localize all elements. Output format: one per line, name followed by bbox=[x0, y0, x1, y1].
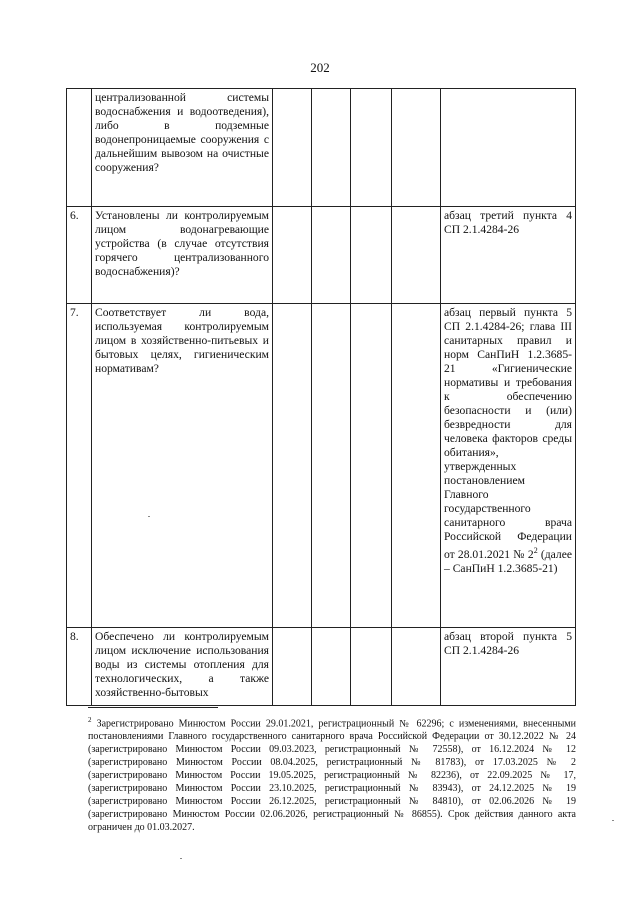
reference-cell: абзац третий пункта 4 СП 2.1.4284-26 bbox=[441, 207, 576, 304]
answer-cell bbox=[392, 628, 441, 706]
question-cell: централизованной системы водоснабжения и водоотведения), либо в подземные водонепроницаемые сооружения с дальнейшим вывозом на очистные сооружения? bbox=[92, 89, 273, 207]
scan-speck bbox=[148, 516, 150, 517]
row-number bbox=[67, 89, 92, 207]
answer-cell bbox=[351, 207, 392, 304]
page-number: 202 bbox=[310, 60, 330, 75]
row-number: 7. bbox=[67, 304, 92, 628]
footnote-divider bbox=[88, 707, 218, 708]
question-cell: Установлены ли контролируемым лицом водонагревающие устройства (в случае отсутствия горячего централизованного водоснабжения)? bbox=[92, 207, 273, 304]
table-row bbox=[67, 628, 576, 706]
answer-cell bbox=[273, 89, 312, 207]
answer-cell bbox=[312, 628, 351, 706]
scan-speck bbox=[612, 820, 614, 821]
answer-cell bbox=[273, 628, 312, 706]
answer-cell bbox=[351, 628, 392, 706]
answer-cell bbox=[392, 89, 441, 207]
answer-cell bbox=[392, 207, 441, 304]
table-row bbox=[67, 304, 576, 628]
reference-cell bbox=[441, 304, 576, 628]
footnote-marker: 2 bbox=[88, 716, 92, 724]
answer-cell bbox=[312, 207, 351, 304]
answer-cell bbox=[351, 304, 392, 628]
table-row bbox=[67, 89, 576, 207]
scan-speck bbox=[180, 858, 182, 859]
question-cell: Соответствует ли вода, используемая контролируемым лицом в хозяйственно-питьевых и бытовых целях, гигиеническим нормативам? bbox=[92, 304, 273, 628]
answer-cell bbox=[273, 207, 312, 304]
answer-cell bbox=[273, 304, 312, 628]
answer-cell bbox=[351, 89, 392, 207]
reference-cell bbox=[441, 89, 576, 207]
answer-cell bbox=[312, 304, 351, 628]
question-cell: Обеспечено ли контролируемым лицом исключение использования воды из системы отопления для технологических, а также хозяйственно-бытовых bbox=[92, 628, 273, 706]
checklist-table bbox=[66, 88, 576, 706]
reference-cell: абзац второй пункта 5 СП 2.1.4284-26 bbox=[441, 628, 576, 706]
reference-text: абзац первый пункта 5 СП 2.1.4284-26; глава III санитарных правил и норм СанПиН 1.2.3685-21 «Гигиенические нормативы и требования к обеспечению безопасности и (или) безвредности для человека факторов среды обитания», утвержденных постановлением Главного государственного санитарного врача Российской Федерации от 28.01.2021 № 2 bbox=[444, 306, 572, 561]
footnote-text: Зарегистрировано Минюстом России 29.01.2021, регистрационный № 62296; с изменениями, внесенными постановлениями Главного государственного санитарного врача Российской Федерации от 30.12.2022 № 24 (зарегистрировано Минюстом России 09.03.2023, регистрационный № 72558), от 16.12.2024 № 12 (зарегистрировано Минюстом России 08.04.2025, регистрационный № 81783), от 17.03.2025 № 2 (зарегистрировано Минюстом России 19.05.2025, регистрационный № 82236), от 22.09.2025 № 17, (зарегистрировано Минюстом России 23.10.2025, регистрационный № 83943), от 24.12.2025 № 19 (зарегистрировано Минюстом России 26.12.2025, регистрационный № 84810), от 02.06.2026 № 19 (зарегистрировано Минюстом России 02.06.2026, регистрационный № 86855). Срок действия данного акта ограничен до 01.03.2027. bbox=[88, 718, 576, 834]
answer-cell bbox=[312, 89, 351, 207]
footnote-ref: 2 bbox=[533, 546, 538, 555]
answer-cell bbox=[392, 304, 441, 628]
row-number: 8. bbox=[67, 628, 92, 706]
table-row bbox=[67, 207, 576, 304]
footnote bbox=[88, 714, 576, 834]
reference-tail: (далее – СанПиН 1.2.3685-21) bbox=[444, 547, 573, 575]
row-number: 6. bbox=[67, 207, 92, 304]
